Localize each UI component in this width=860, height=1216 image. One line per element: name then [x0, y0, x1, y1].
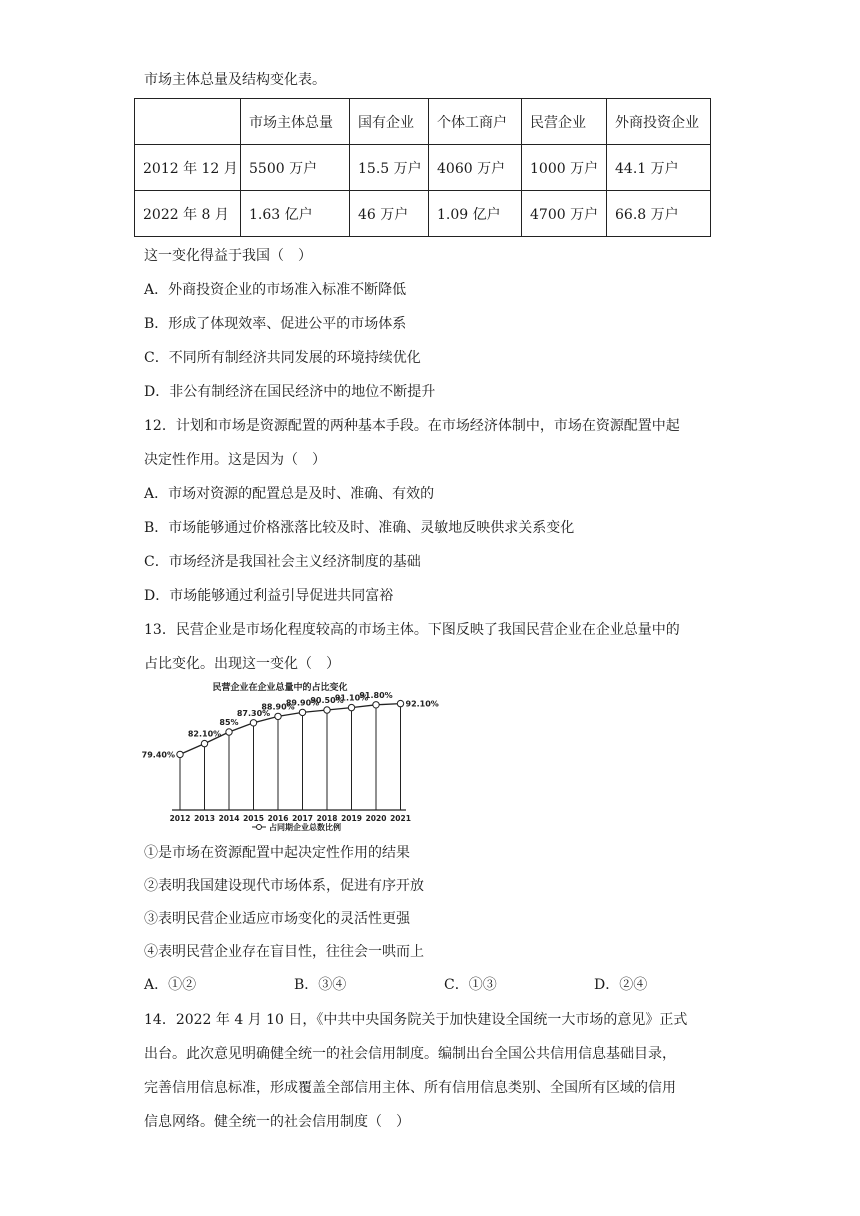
- table-header-cell: [135, 99, 241, 145]
- market-entity-table: [134, 98, 711, 237]
- table-cell: 66.8 万户: [607, 191, 711, 237]
- table-cell: 1.63 亿户: [241, 191, 350, 237]
- table-row: [135, 191, 711, 237]
- q13-option-a: A．①②: [144, 977, 197, 993]
- table-cell: 44.1 万户: [607, 145, 711, 191]
- table-header-cell: 民营企业: [522, 99, 607, 145]
- x-tick-label: 2019: [341, 814, 362, 823]
- data-point: [324, 707, 330, 713]
- q11-option-d: D．非公有制经济在国民经济中的地位不断提升: [144, 384, 436, 400]
- q13-statement-2: ②表明我国建设现代市场体系，促进有序开放: [144, 878, 424, 894]
- q13-stem-line2: 占比变化。出现这一变化（ ）: [144, 656, 340, 672]
- x-tick-label: 2014: [218, 814, 240, 823]
- data-point: [373, 702, 379, 708]
- data-point: [397, 700, 403, 706]
- x-tick-label: 2020: [365, 814, 387, 823]
- x-tick-label: 2021: [390, 814, 411, 823]
- q13-statement-3: ③表明民营企业适应市场变化的灵活性更强: [144, 911, 410, 927]
- data-point: [226, 729, 232, 735]
- data-label: 91.10%: [334, 693, 369, 703]
- table-header-row: [135, 99, 711, 145]
- data-label: 90.50%: [310, 696, 344, 705]
- legend-label: 占同期企业总数比例: [269, 823, 341, 832]
- x-tick-label: 2012: [169, 814, 191, 823]
- q12-option-a: A．市场对资源的配置总是及时、准确、有效的: [144, 486, 435, 502]
- q13-statement-1: ①是市场在资源配置中起决定性作用的结果: [144, 845, 410, 861]
- table-header-cell: 外商投资企业: [607, 99, 711, 145]
- table-header-cell: 国有企业: [350, 99, 429, 145]
- x-tick-label: 2018: [316, 814, 338, 823]
- data-point: [177, 751, 183, 757]
- q14-stem-line4: 信息网络。健全统一的社会信用制度（ ）: [144, 1114, 410, 1130]
- q11-option-b: B．形成了体现效率、促进公平的市场体系: [144, 316, 407, 332]
- q12-stem-line1: 12．计划和市场是资源配置的两种基本手段。在市场经济体制中，市场在资源配置中起: [144, 418, 680, 434]
- data-point: [348, 704, 354, 710]
- q13-options: [144, 975, 744, 995]
- x-tick-label: 2015: [243, 814, 264, 823]
- data-label: 79.40%: [141, 750, 175, 760]
- table-cell: 4700 万户: [522, 191, 607, 237]
- q14-stem-line3: 完善信用信息标准，形成覆盖全部信用主体、所有信用信息类别、全国所有区域的信用: [144, 1080, 676, 1096]
- data-label: 85%: [219, 718, 239, 727]
- q14-stem-line2: 出台。此次意见明确健全统一的社会信用制度。编制出台全国公共信用信息基础目录，: [144, 1046, 676, 1062]
- table-caption: 市场主体总量及结构变化表。: [144, 72, 326, 88]
- q11-option-a: A．外商投资企业的市场准入标准不断降低: [144, 282, 407, 298]
- chart-legend: [252, 822, 341, 832]
- private-enterprise-share-chart: [140, 676, 450, 836]
- data-point: [299, 709, 305, 715]
- data-point: [275, 713, 281, 719]
- q11-stem: 这一变化得益于我国（ ）: [144, 248, 312, 264]
- table-cell: 2012 年 12 月: [135, 145, 241, 191]
- q12-stem-line2: 决定性作用。这是因为（ ）: [144, 452, 326, 468]
- data-point: [250, 720, 256, 726]
- table-cell: 5500 万户: [241, 145, 350, 191]
- data-label: 89.90%: [285, 698, 320, 708]
- table-cell: 15.5 万户: [350, 145, 429, 191]
- q12-option-d: D．市场能够通过利益引导促进共同富裕: [144, 588, 394, 604]
- data-label: 92.10%: [405, 699, 439, 709]
- q12-option-c: C．市场经济是我国社会主义经济制度的基础: [144, 554, 421, 570]
- data-label: 91.80%: [359, 690, 393, 700]
- table-cell: 1.09 亿户: [429, 191, 522, 237]
- table-cell: 1000 万户: [522, 145, 607, 191]
- q13-option-b: B．③④: [294, 977, 347, 993]
- chart-title: 民营企业在企业总量中的占比变化: [212, 683, 348, 693]
- data-label: 87.30%: [236, 708, 271, 718]
- table-header-cell: 个体工商户: [429, 99, 522, 145]
- q13-stem-line1: 13．民营企业是市场化程度较高的市场主体。下图反映了我国民营企业在企业总量中的: [144, 622, 680, 638]
- table-cell: 2022 年 8 月: [135, 191, 241, 237]
- data-label: 82.10%: [187, 729, 222, 739]
- q11-option-c: C．不同所有制经济共同发展的环境持续优化: [144, 350, 421, 366]
- q14-stem-line1: 14．2022 年 4 月 10 日，《中共中央国务院关于加快建设全国统一大市场的意见》正式: [144, 1012, 688, 1028]
- table-row: [135, 145, 711, 191]
- data-label: 88.90%: [261, 702, 295, 712]
- data-point: [201, 740, 207, 746]
- table-header-cell: 市场主体总量: [241, 99, 350, 145]
- q13-option-c: C．①③: [444, 977, 497, 993]
- x-tick-label: 2016: [267, 814, 289, 823]
- q12-option-b: B．市场能够通过价格涨落比较及时、准确、灵敏地反映供求关系变化: [144, 520, 575, 536]
- q13-option-d: D．②④: [594, 977, 648, 993]
- table-cell: 4060 万户: [429, 145, 522, 191]
- q13-statement-4: ④表明民营企业存在盲目性，往往会一哄而上: [144, 944, 424, 960]
- x-tick-label: 2017: [292, 814, 313, 823]
- x-tick-label: 2013: [194, 814, 215, 823]
- table-cell: 46 万户: [350, 191, 429, 237]
- legend-marker: [257, 825, 262, 830]
